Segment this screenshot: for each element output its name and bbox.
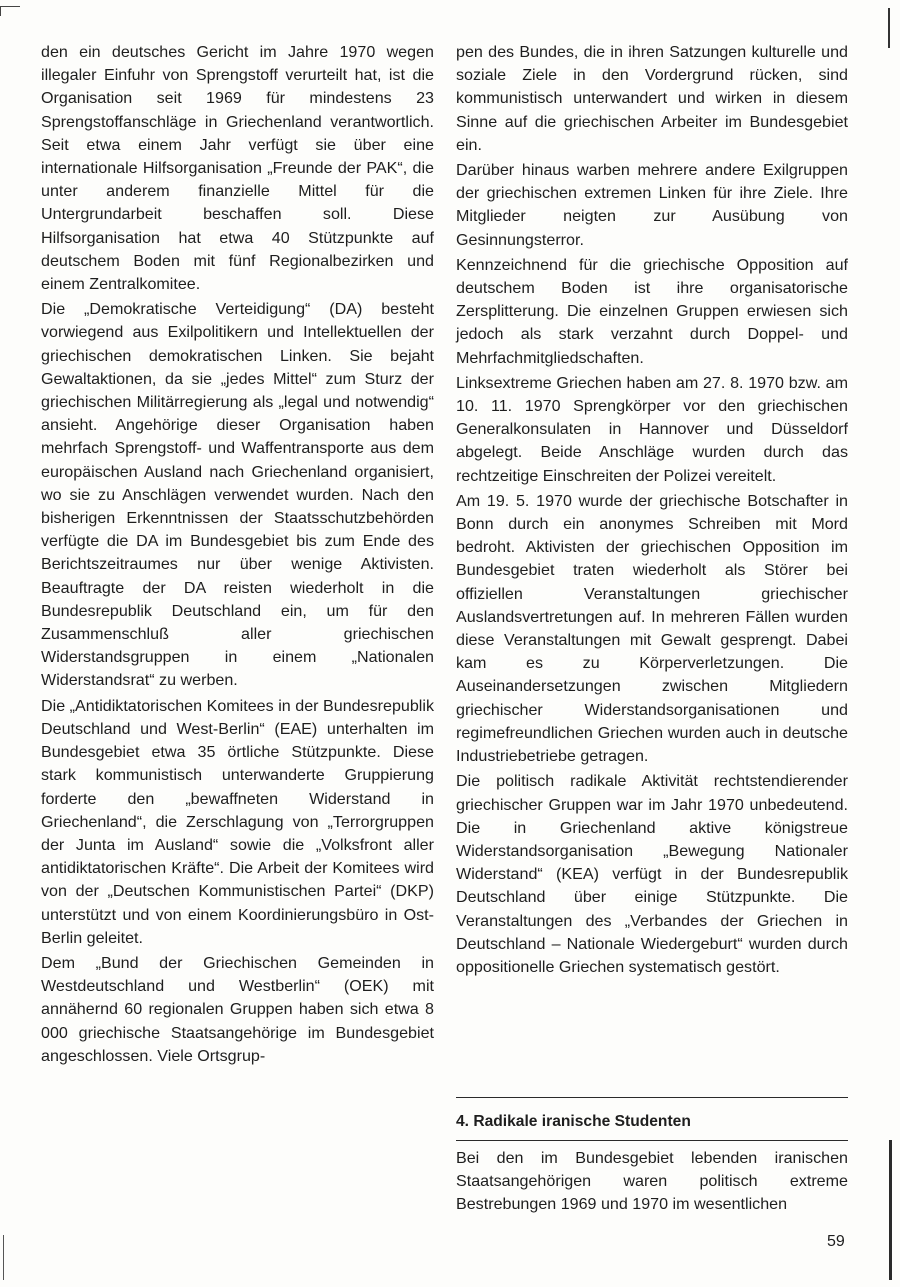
right-column xyxy=(456,41,848,981)
scan-edge xyxy=(889,1140,892,1280)
section-rule-top xyxy=(456,1097,848,1098)
paragraph: pen des Bundes, die in ihren Satzungen kulturelle und soziale Ziele in den Vordergrund rücken, sind kommunistisch unterwandert und wirken in diesem Sinne auf die griechischen Arbeiter im Bundesgebiet ein. xyxy=(456,43,848,154)
paragraph: Kennzeichnend für die griechische Opposition auf deutschem Boden ist ihre organisatorische Zersplitterung. Die einzelnen Gruppen erwiesen sich jedoch als stark verzahnt durch Doppel- und Mehrfachmitgliedschaften. xyxy=(456,255,848,367)
crop-mark xyxy=(0,6,20,7)
paragraph: Die „Demokratische Verteidigung“ (DA) besteht vorwiegend aus Exilpolitikern und Intellektuellen der griechischen demokratischen Linken. Sie bejaht Gewaltaktionen, da sie „jedes Mittel“ zum Sturz der griechischen Militärregierung als „legal und notwendig“ ansieht. Angehörige dieser Organisation haben mehrfach Sprengstoff- und Waffentransporte aus dem europäischen Ausland nach Griechenland organisiert, wo sie zu Anschlägen verwendet wurden. Nach den bisherigen Erkenntnissen der Staatsschutzbehörden verfügte die DA im Bundesgebiet bis zum Ende des Berichtszeitraumes nur über wenige Aktivisten. Beauftragte der DA reisten wiederholt in die Bundesrepublik Deutschland ein, um für den Zusammenschluß aller griechischen Widerstandsgruppen in einem „Nationalen Widerstandsrat“ zu werben. xyxy=(41,300,434,690)
page-number: 59 xyxy=(827,1233,845,1250)
paragraph: Die politisch radikale Aktivität rechtstendierender griechischer Gruppen war im Jahr 1970 unbedeutend. Die in Griechenland aktive königstreue Widerstandsorganisation „Bewegung Nationaler Widerstand“ (KEA) verfügt in der Bundesrepublik Deutschland über einige Stützpunkte. Die Veranstaltungen des „Verbandes der Griechen in Deutschland – Nationale Wiedergeburt“ wurden durch oppositionelle Griechen systematisch gestört. xyxy=(456,772,848,976)
paragraph: den ein deutsches Gericht im Jahre 1970 wegen illegaler Einfuhr von Sprengstoff verurteilt hat, ist die Organisation seit 1969 für mindestens 23 Sprengstoffanschläge in Griechenland verantwortlich. Seit etwa einem Jahr verfügt sie über eine internationale Hilfsorganisation „Freunde der PAK“, die unter anderem finanzielle Mittel für die Untergrundarbeit beschaffen soll. Diese Hilfsorganisation hat etwa 40 Stützpunkte auf deutschem Boden mit fünf Regionalbezirken und einem Zentralkomitee. xyxy=(41,43,434,294)
paragraph: Linksextreme Griechen haben am 27. 8. 1970 bzw. am 10. 11. 1970 Sprengkörper vor den griechischen Generalkonsulaten in Hannover und Düsseldorf abgelegt. Beide Anschläge wurden durch das rechtzeitige Einschreiten der Polizei vereitelt. xyxy=(456,373,848,485)
left-column xyxy=(41,41,434,1070)
paragraph: Bei den im Bundesgebiet lebenden iranischen Staatsangehörigen waren politisch extreme Bestrebungen 1969 und 1970 im wesentlichen xyxy=(456,1149,848,1214)
crop-mark xyxy=(0,6,1,16)
paragraph: Am 19. 5. 1970 wurde der griechische Botschafter in Bonn durch ein anonymes Schreiben mit Mord bedroht. Aktivisten der griechischen Opposition im Bundesgebiet traten wiederholt als Störer bei offiziellen Veranstaltungen griechischer Auslandsvertretungen auf. In mehreren Fällen wurden diese Veranstaltungen mit Gewalt gesprengt. Dabei kam es zu Körperverletzungen. Die Auseinandersetzungen zwischen Mitgliedern griechischer Widerstandsorganisationen und regimefreundlichen Griechen wurden auch in deutsche Industriebetriebe getragen. xyxy=(456,491,848,766)
paragraph: Dem „Bund der Griechischen Gemeinden in Westdeutschland und Westberlin“ (OEK) mit annähernd 60 regionalen Gruppen haben sich etwa 8 000 griechische Staatsangehörige im Bundesgebiet angeschlossen. Viele Ortsgrup- xyxy=(41,953,434,1065)
paragraph: Darüber hinaus warben mehrere andere Exilgruppen der griechischen extremen Linken für ihre Ziele. Ihre Mitglieder neigten zur Ausübung von Gesinnungsterror. xyxy=(456,161,848,249)
paragraph: Die „Antidiktatorischen Komitees in der Bundesrepublik Deutschland und West-Berlin“ (EAE) unterhalten im Bundesgebiet etwa 35 örtliche Stützpunkte. Diese stark kommunistisch unterwanderte Gruppierung forderte den „bewaffneten Widerstand in Griechenland“, die Zerschlagung von „Terrorgruppen der Junta im Ausland“ sowie die „Volksfront aller antidiktatorischen Kräfte“. Die Arbeit der Komitees wird von der „Deutschen Kommunistischen Partei“ (DKP) unterstützt und von einem Koordinierungsbüro in Ost-Berlin geleitet. xyxy=(41,696,434,947)
scan-edge xyxy=(888,8,890,48)
scan-edge xyxy=(3,1235,4,1280)
section-paragraph xyxy=(456,1130,848,1217)
section-heading: 4. Radikale iranische Studenten xyxy=(456,1113,691,1130)
